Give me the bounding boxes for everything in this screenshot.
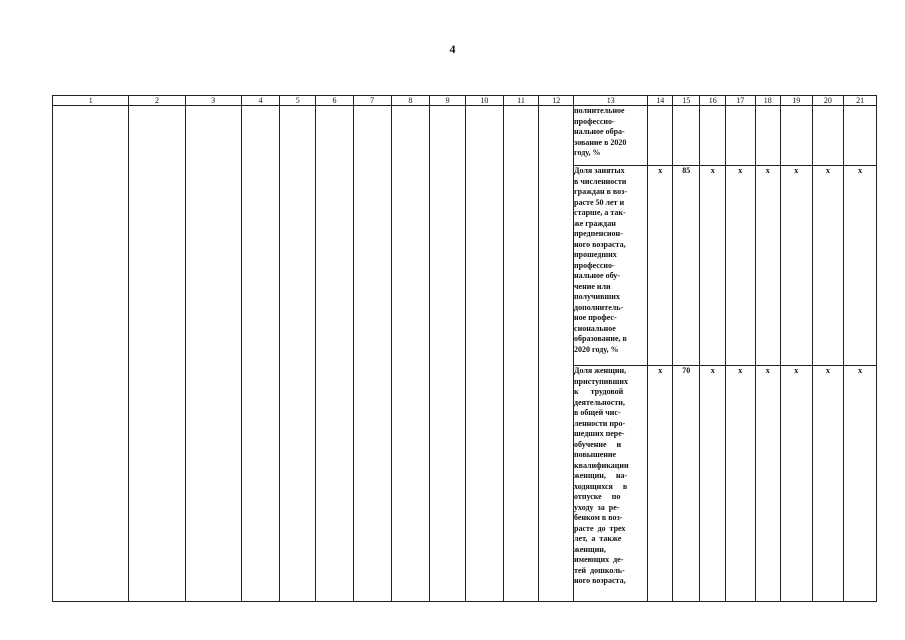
col-header-17: 17 (725, 96, 755, 106)
value-cell: х (725, 166, 755, 366)
value-cell: х (844, 166, 877, 366)
table-cell (648, 106, 672, 166)
description-line: женщин, (574, 544, 606, 554)
value-cell: х (781, 166, 813, 366)
table-cell (503, 106, 539, 602)
value-cell: х (812, 366, 844, 602)
description-line: обучение и (574, 439, 622, 449)
col-header-7: 7 (353, 96, 391, 106)
description-line: имеющих де- (574, 555, 624, 564)
col-header-15: 15 (672, 96, 700, 106)
value-cell: 70 (672, 366, 700, 602)
indicator-description (574, 106, 648, 166)
col-header-21: 21 (844, 96, 877, 106)
description-line: старше, а так- (574, 208, 626, 217)
col-header-3: 3 (185, 96, 241, 106)
col-header-4: 4 (241, 96, 280, 106)
description-line: приступивших (574, 376, 628, 386)
description-line: ного возраста, (574, 576, 626, 585)
table-cell (280, 106, 316, 602)
header-row (53, 96, 877, 106)
description-line: квалификации (574, 460, 629, 470)
description-line: отпуске по (574, 492, 621, 501)
description-line: расте 50 лет и (574, 197, 625, 207)
description-line: бенком в воз- (574, 513, 623, 522)
page-number: 4 (449, 42, 456, 56)
table-cell (353, 106, 391, 602)
description-line: тей дошколь- (574, 565, 625, 575)
col-header-11: 11 (503, 96, 539, 106)
col-header-2: 2 (129, 96, 185, 106)
indicator-description (574, 366, 648, 602)
table-cell (316, 106, 354, 602)
description-line: же граждан (574, 218, 616, 228)
description-line: прошедших (574, 250, 617, 259)
data-table (52, 95, 877, 602)
value-cell: х (781, 366, 813, 602)
value-cell: х (844, 366, 877, 602)
description-line: профессио- (574, 116, 615, 126)
description-line: дополнитель- (574, 302, 624, 312)
description-line: образование, в (574, 334, 627, 343)
col-header-1: 1 (53, 96, 129, 106)
description-line: году, % (574, 148, 601, 157)
description-line: ленности про- (574, 418, 626, 428)
col-header-6: 6 (316, 96, 354, 106)
table-row (53, 106, 877, 166)
description-line: ное профес- (574, 313, 617, 322)
table-cell (755, 106, 780, 166)
value-cell: х (648, 366, 672, 602)
col-header-9: 9 (430, 96, 466, 106)
description-line: профессио- (574, 260, 615, 270)
description-line: нальное обу- (574, 271, 620, 280)
table-cell (539, 106, 574, 602)
col-header-12: 12 (539, 96, 574, 106)
description-line: Доля женщин, (574, 366, 627, 375)
description-line: 2020 году, % (574, 344, 619, 354)
value-cell: х (812, 166, 844, 366)
table-cell (430, 106, 466, 602)
description-line: женщин, на- (574, 471, 628, 480)
col-header-19: 19 (781, 96, 813, 106)
value-cell: х (648, 166, 672, 366)
col-header-14: 14 (648, 96, 672, 106)
col-header-13: 13 (574, 96, 648, 106)
col-header-20: 20 (812, 96, 844, 106)
description-line: шедших пере- (574, 429, 625, 438)
description-line: зование в 2020 (574, 137, 627, 147)
col-header-16: 16 (700, 96, 725, 106)
table-cell (781, 106, 813, 166)
description-line: в общей чис- (574, 408, 621, 417)
table-cell (812, 106, 844, 166)
col-header-5: 5 (280, 96, 316, 106)
value-cell: х (700, 366, 725, 602)
table-cell (53, 106, 129, 602)
table-cell (241, 106, 280, 602)
description-line: полнительное (574, 106, 625, 115)
col-header-18: 18 (755, 96, 780, 106)
value-cell: х (725, 366, 755, 602)
table-cell (129, 106, 185, 602)
description-line: ходящихся в (574, 481, 628, 491)
description-line: в численности (574, 176, 627, 186)
table-cell (465, 106, 503, 602)
description-line: чение или (574, 281, 611, 291)
table-cell (391, 106, 430, 602)
table-cell (844, 106, 877, 166)
description-line: лет, а также (574, 534, 622, 543)
description-line: сиональное (574, 323, 616, 333)
description-line: Доля занятых (574, 166, 625, 175)
table-cell (672, 106, 700, 166)
description-line: расте до трех (574, 523, 626, 533)
value-cell: х (700, 166, 725, 366)
value-cell: 85 (672, 166, 700, 366)
col-header-10: 10 (465, 96, 503, 106)
description-line: предпенсион- (574, 229, 623, 238)
indicator-description (574, 166, 648, 366)
description-line: получивших (574, 292, 620, 301)
value-cell: х (755, 166, 780, 366)
description-line: деятельности, (574, 397, 625, 407)
description-line: уходу за ре- (574, 502, 620, 512)
description-line: нальное обра- (574, 127, 625, 136)
table-cell (725, 106, 755, 166)
description-line: граждан в воз- (574, 187, 628, 196)
table-cell (185, 106, 241, 602)
description-line: повышение (574, 450, 617, 459)
value-cell: х (755, 366, 780, 602)
description-line: ного возраста, (574, 239, 626, 249)
col-header-8: 8 (391, 96, 430, 106)
table-cell (700, 106, 725, 166)
description-line: к трудовой (574, 387, 624, 396)
